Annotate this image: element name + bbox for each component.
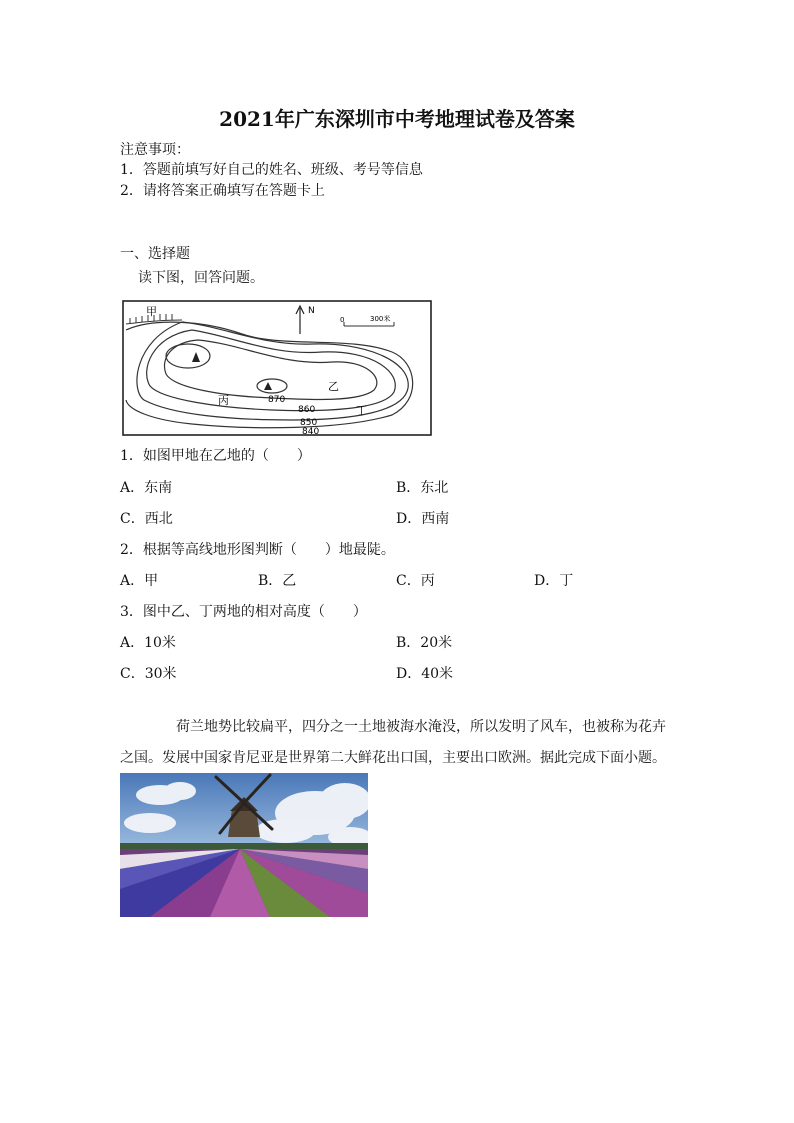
question-3-option-a: A．10米 <box>120 635 176 651</box>
scale-start-label: 0 <box>340 316 345 324</box>
question-1-stem: 1．如图甲地在乙地的（ ） <box>120 448 311 464</box>
contour-label-840: 840 <box>302 427 320 436</box>
place-label-bing: 丙 <box>218 394 229 407</box>
scale-end-label: 300米 <box>370 315 391 323</box>
question-2-option-a: A．甲 <box>120 573 159 589</box>
question-1-option-b: B．东北 <box>396 480 449 496</box>
contour-map <box>122 300 432 436</box>
question-2-option-b: B．乙 <box>258 573 297 589</box>
question-3-stem: 3．图中乙、丁两地的相对高度（ ） <box>120 604 367 620</box>
question-1-option-a: A．东南 <box>120 480 173 496</box>
notice-item-1: 1．答题前填写好自己的姓名、班级、考号等信息 <box>120 162 423 178</box>
contour-label-870: 870 <box>268 395 286 405</box>
question-2-stem: 2．根据等高线地形图判断（ ）地最陡。 <box>120 542 395 558</box>
windmill-tulip-photo <box>120 773 368 917</box>
place-label-jia: 甲 <box>146 305 157 318</box>
notice-item-2: 2．请将答案正确填写在答题卡上 <box>120 183 325 199</box>
section-heading: 一、选择题 <box>120 246 190 262</box>
place-label-yi: 乙 <box>328 380 339 393</box>
section-intro: 读下图，回答问题。 <box>138 270 264 286</box>
contour-label-860: 860 <box>298 405 316 415</box>
passage-line-2: 之国。发展中国家肯尼亚是世界第二大鲜花出口国，主要出口欧洲。据此完成下面小题。 <box>120 750 666 766</box>
place-label-ding: 丁 <box>356 404 367 417</box>
question-1-option-d: D．西南 <box>396 511 450 527</box>
question-3-option-c: C．30米 <box>120 666 177 682</box>
question-1-option-c: C．西北 <box>120 511 173 527</box>
notice-heading: 注意事项： <box>120 142 190 158</box>
contour-label-850: 850 <box>300 418 318 428</box>
question-2-option-c: C．丙 <box>396 573 435 589</box>
passage-line-1: 荷兰地势比较扁平，四分之一土地被海水淹没，所以发明了风车，也被称为花卉 <box>176 719 666 735</box>
page-title: 2021年广东深圳市中考地理试卷及答案 <box>219 107 575 131</box>
question-3-option-b: B．20米 <box>396 635 453 651</box>
question-2-option-d: D．丁 <box>534 573 574 589</box>
question-3-option-d: D．40米 <box>396 666 454 682</box>
north-label: N <box>308 306 315 316</box>
